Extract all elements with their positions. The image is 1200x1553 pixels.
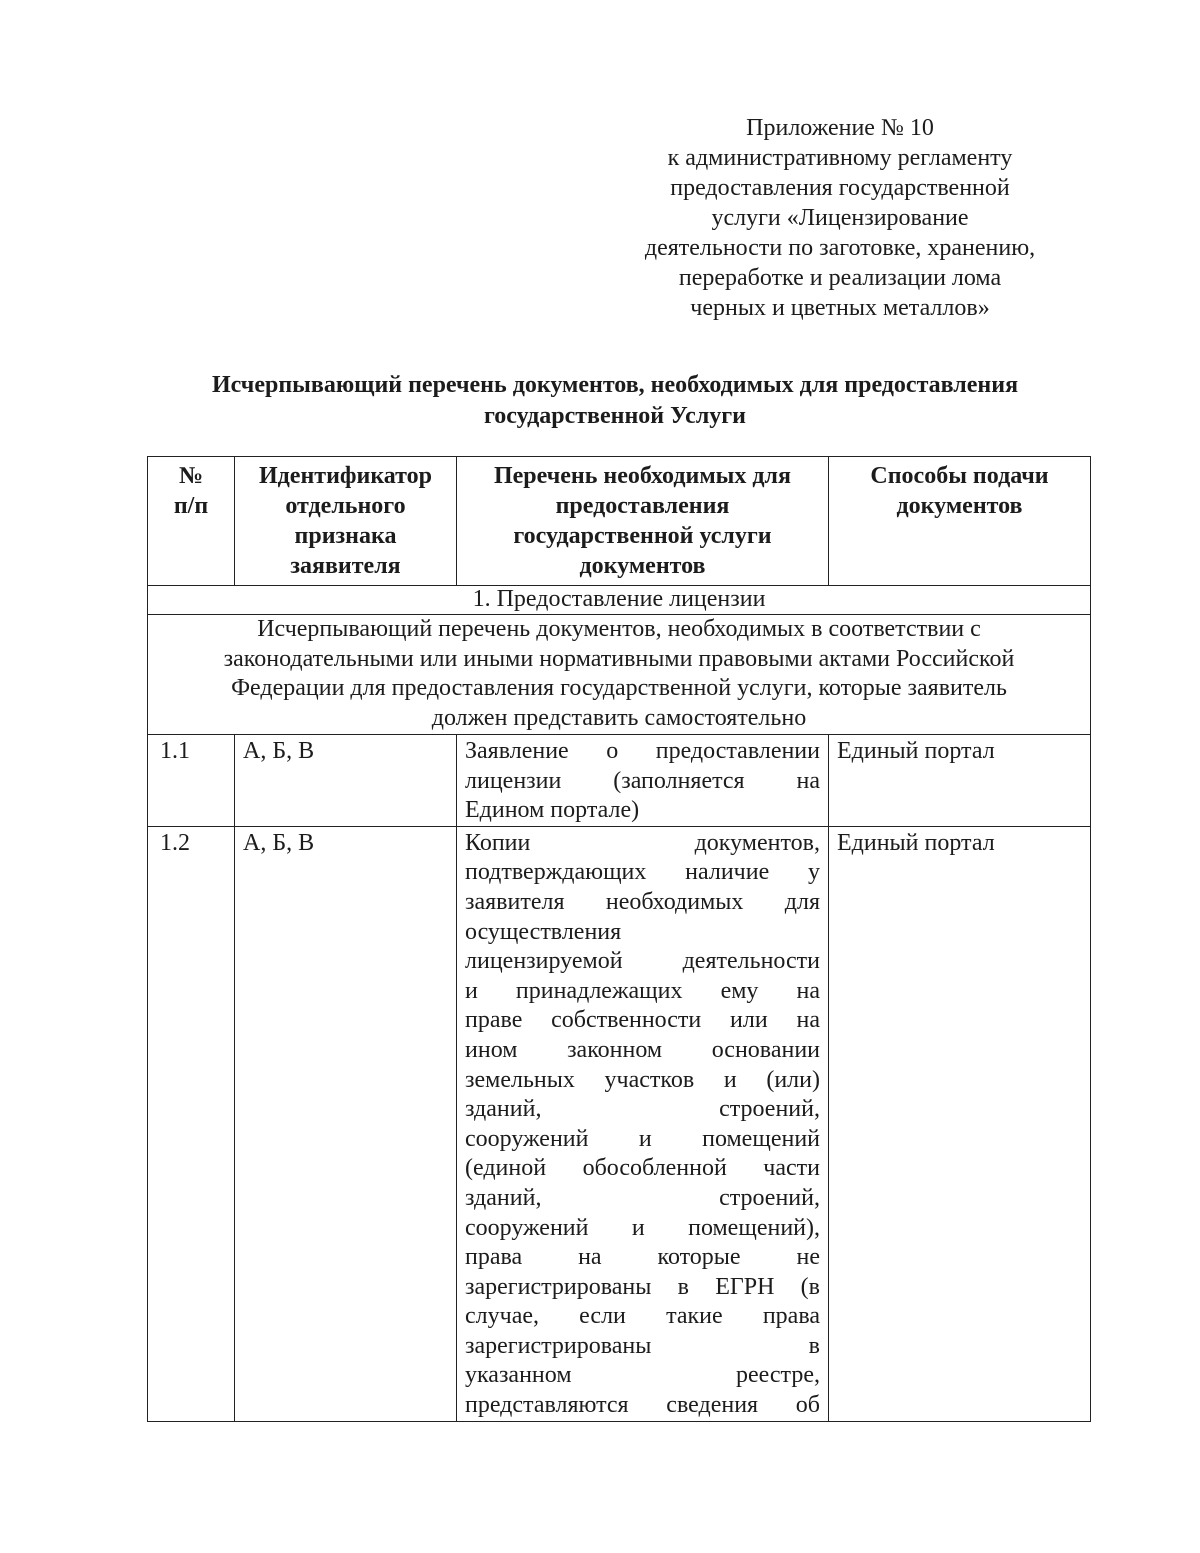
section-title: 1. Предоставление лицензии (148, 586, 1091, 615)
documents-table (147, 456, 1091, 1422)
annex-line: переработке и реализации лома (678, 265, 1002, 291)
description-line: земельных участков и (или) (465, 1066, 820, 1093)
row-identifier: А, Б, В (235, 826, 457, 1421)
header-text: государственной услуги (513, 523, 772, 549)
description-line: осуществления (465, 918, 622, 945)
annex-line: Приложение № 10 (746, 115, 934, 141)
description-line: и принадлежащих ему на (465, 977, 820, 1004)
annex-line: деятельности по заготовке, хранению, (644, 235, 1036, 261)
description-line: представляются сведения об (465, 1392, 820, 1419)
row-method: Единый портал (829, 735, 1091, 827)
description-line: Заявление о предоставлении (465, 738, 820, 764)
header-text: предоставления (555, 493, 730, 519)
description-line: права на которые не (465, 1244, 820, 1271)
description-line: ином законном основании (465, 1036, 820, 1063)
title-line-1: Исчерпывающий перечень документов, необходимых для предоставления (211, 372, 1019, 398)
table-row (148, 735, 1091, 827)
table-header-row (148, 457, 1091, 586)
description-line: Копии документов, (465, 829, 820, 856)
group-line: должен представить самостоятельно (431, 704, 807, 731)
group-description (148, 615, 1091, 735)
header-text: отдельного (285, 493, 406, 519)
row-description (457, 735, 829, 827)
table-row (148, 826, 1091, 1421)
description-line: сооружений и помещений), (465, 1214, 820, 1241)
header-text: Перечень необходимых для (493, 463, 792, 489)
header-methods (829, 457, 1091, 586)
annex-line: услуги «Лицензирование (711, 205, 969, 231)
description-line: зарегистрированы в (465, 1332, 820, 1359)
description-line: случае, если такие права (465, 1303, 820, 1330)
description-line: заявителя необходимых для (465, 888, 820, 915)
header-text: Идентификатор (258, 463, 432, 489)
row-method: Единый портал (829, 826, 1091, 1421)
annex-line: к административному регламенту (667, 145, 1013, 171)
description-line: зданий, строений, (465, 1096, 820, 1123)
description-line: подтверждающих наличие у (465, 859, 820, 886)
description-line: (единой обособленной части (465, 1155, 820, 1182)
description-line: праве собственности или на (465, 1007, 820, 1034)
row-number: 1.1 (148, 735, 235, 827)
header-text: признака (294, 523, 397, 549)
group-line: Федерации для предоставления государственной услуги, которые заявитель (231, 675, 1007, 701)
header-text: Способы подачи (870, 463, 1049, 489)
header-text: № (178, 463, 204, 489)
header-num (148, 457, 235, 586)
group-row (148, 615, 1091, 735)
title-line-2: государственной Услуги (483, 403, 747, 429)
section-row (148, 586, 1091, 615)
header-text: заявителя (290, 553, 401, 579)
description-line: зарегистрированы в ЕГРН (в (465, 1273, 820, 1300)
description-line: Едином портале) (465, 797, 640, 824)
description-line: сооружений и помещений (465, 1125, 820, 1152)
annex-header (600, 113, 1080, 323)
documents-table-wrapper (147, 456, 1090, 1422)
header-identifier (235, 457, 457, 586)
annex-line: предоставления государственной (670, 175, 1010, 201)
group-line: Исчерпывающий перечень документов, необходимых в соответствии с (257, 616, 981, 642)
description-line: зданий, строений, (465, 1184, 820, 1211)
document-title (120, 370, 1110, 432)
header-text: документов (579, 553, 706, 579)
annex-line: черных и цветных металлов» (690, 295, 990, 321)
description-line: указанном реестре, (465, 1362, 820, 1389)
header-documents (457, 457, 829, 586)
description-line: лицензии (заполняется на (465, 767, 820, 794)
header-text: п/п (173, 493, 209, 519)
description-line: лицензируемой деятельности (465, 948, 820, 975)
row-number: 1.2 (148, 826, 235, 1421)
group-line: законодательными или иными нормативными правовыми актами Российской (223, 645, 1015, 672)
row-identifier: А, Б, В (235, 735, 457, 827)
header-text: документов (896, 493, 1023, 519)
row-description (457, 826, 829, 1421)
